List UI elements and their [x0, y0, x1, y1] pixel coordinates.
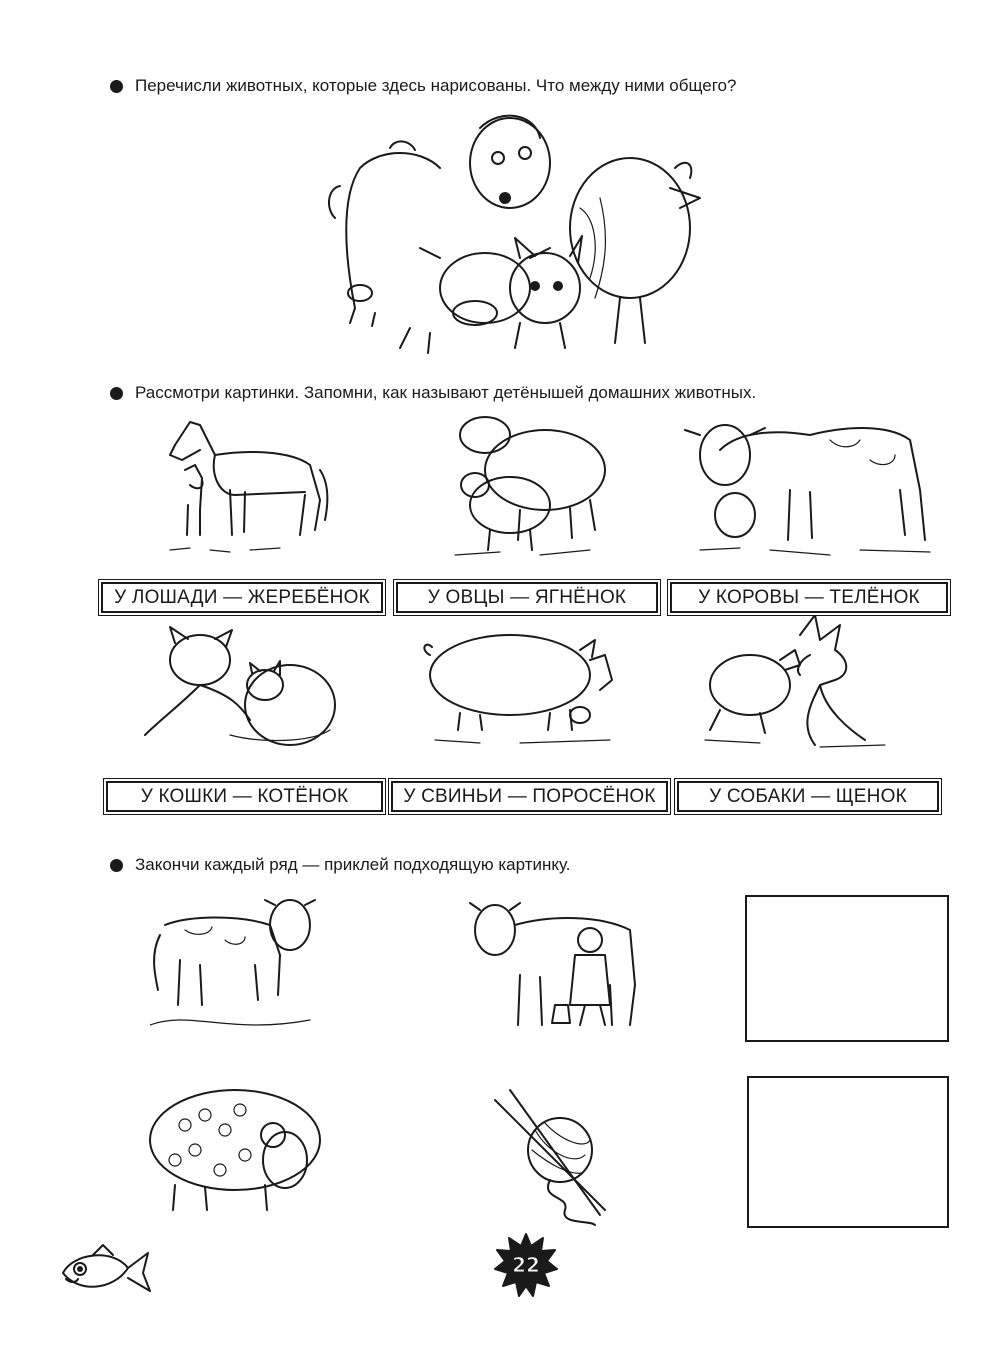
- ram-illustration: [145, 1085, 335, 1215]
- task-1-text: Перечисли животных, которые здесь нарисованы. Что между ними общего?: [135, 76, 737, 95]
- bullet-icon: [110, 80, 123, 93]
- dog-puppy-illustration: [700, 615, 890, 755]
- paste-box-1[interactable]: [745, 895, 949, 1042]
- label-horse-text: У ЛОШАДИ — ЖЕРЕБЁНОК: [114, 586, 370, 608]
- cow-grazing-illustration: [150, 895, 325, 1040]
- bullet-icon: [110, 387, 123, 400]
- label-cow: [670, 582, 948, 613]
- page-number: 22: [512, 1253, 540, 1277]
- label-cat-text: У КОШКИ — КОТЁНОК: [140, 785, 349, 807]
- label-pig: [391, 781, 668, 812]
- label-dog: [677, 781, 939, 812]
- bullet-icon: [110, 859, 123, 872]
- label-dog-text: У СОБАКИ — ЩЕНОК: [709, 785, 907, 807]
- horse-foal-illustration: [160, 410, 335, 560]
- label-cow-text: У КОРОВЫ — ТЕЛЁНОК: [698, 586, 920, 608]
- yarn-knitting-illustration: [490, 1085, 630, 1230]
- animals-group-illustration: [320, 108, 720, 358]
- pig-piglet-illustration: [420, 625, 620, 750]
- task-3: [110, 855, 571, 875]
- label-pig-text: У СВИНЬИ — ПОРОСЁНОК: [403, 785, 656, 807]
- task-2: [110, 383, 756, 403]
- cow-calf-illustration: [680, 410, 940, 560]
- label-sheep: [396, 582, 658, 613]
- label-horse: [101, 582, 383, 613]
- paste-box-2[interactable]: [747, 1076, 949, 1228]
- label-sheep-text: У ОВЦЫ — ЯГНЁНОК: [427, 586, 627, 608]
- milkmaid-cow-illustration: [460, 895, 650, 1035]
- task-1: [110, 76, 736, 96]
- fish-icon: [58, 1243, 158, 1303]
- label-cat: [106, 781, 383, 812]
- task-3-text: Закончи каждый ряд — приклей подходящую картинку.: [135, 855, 571, 874]
- page-number-badge: [493, 1232, 559, 1298]
- task-2-text: Рассмотри картинки. Запомни, как называют детёнышей домашних животных.: [135, 383, 757, 402]
- sheep-lamb-illustration: [440, 410, 615, 560]
- cat-kitten-illustration: [140, 625, 340, 750]
